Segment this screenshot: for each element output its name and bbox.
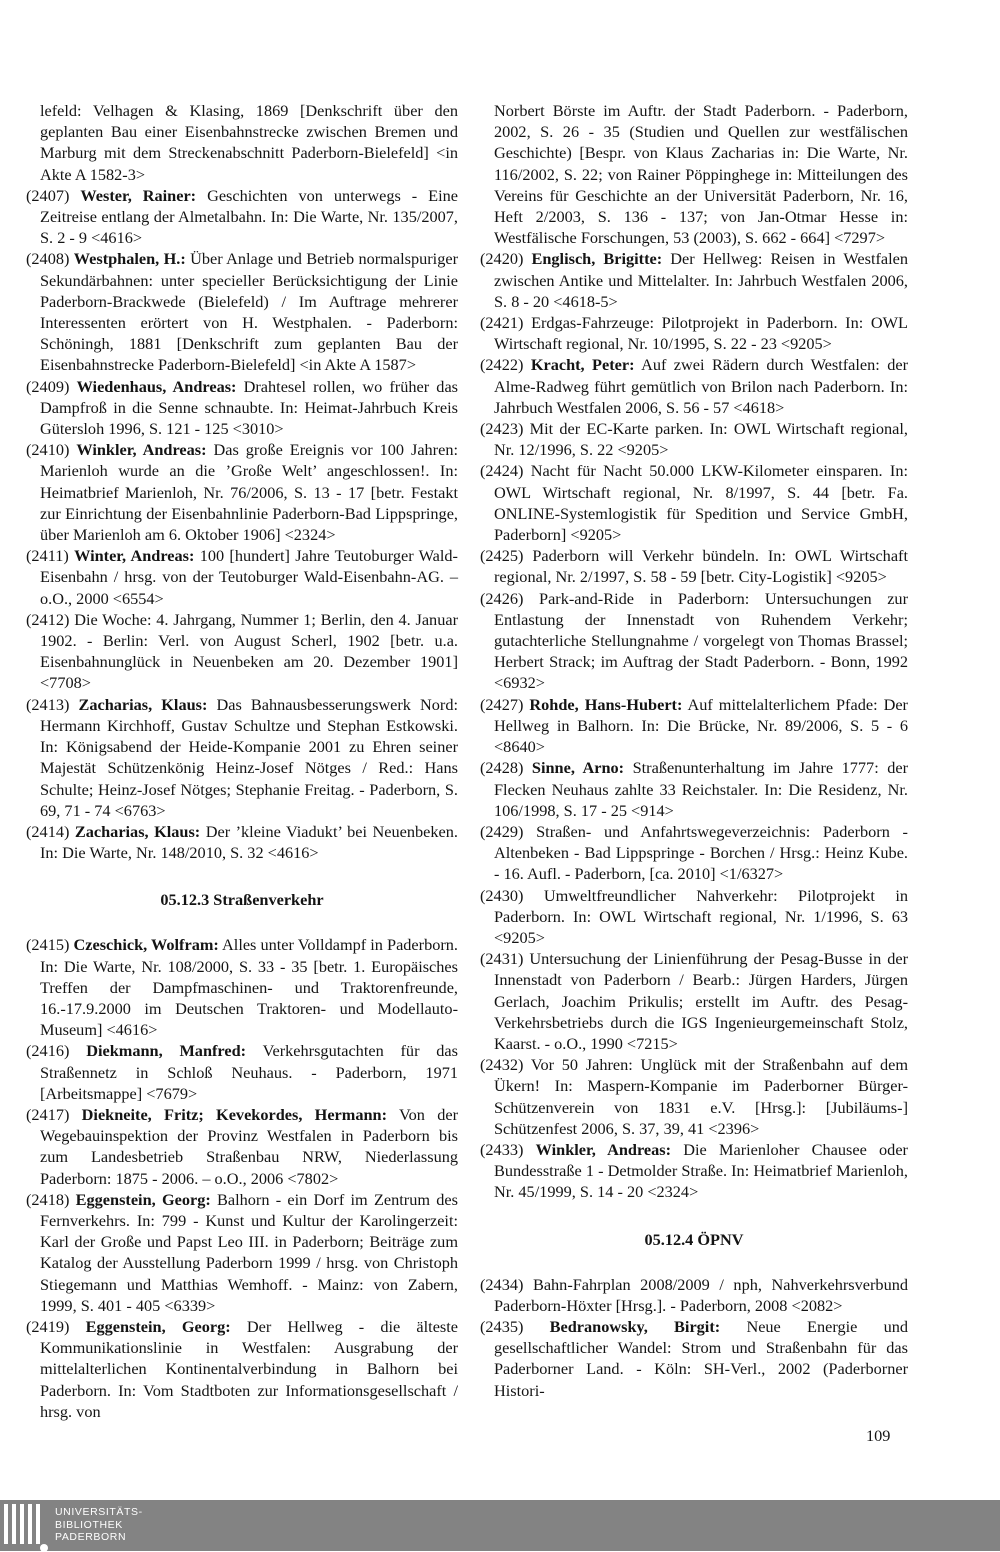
section-heading: 05.12.4 ÖPNV — [644, 1229, 744, 1249]
entry-author: Czeschick, Wolfram: — [73, 935, 219, 955]
entry-author: Bedranowsky, Birgit: — [549, 1316, 721, 1336]
bibliography-entry — [26, 934, 458, 1040]
entry-number: (2420) — [480, 249, 524, 269]
bibliography-entry — [26, 694, 458, 821]
entry-text: Auf mittelalterlichem Pfade: Der Hellweg in Balhorn. In: Die Brücke, Nr. 89/2006, S. 5 - 6 <8640> — [494, 694, 908, 757]
entry-text: Umweltfreundlicher Nahverkehr: Pilotprojekt in Paderborn. In: OWL Wirtschaft regional, Nr. 1/1996, S. 63 <9205> — [494, 885, 908, 947]
bibliography-entry — [26, 1104, 458, 1189]
entry-text: Erdgas-Fahrzeuge: Pilotprojekt in Paderborn. In: OWL Wirtschaft regional, Nr. 10/1995, S. 22 - 23 <9205> — [494, 313, 908, 354]
bibliography-entry — [26, 609, 458, 694]
entry-text: Mit der EC-Karte parken. In: OWL Wirtschaft regional, Nr. 12/1996, S. 22 <9205> — [494, 419, 908, 460]
entry-number: (2422) — [480, 355, 524, 375]
entry-author: Kracht, Peter: — [530, 355, 635, 375]
logo-line: BIBLIOTHEK — [55, 1518, 123, 1531]
entry-number: (2415) — [26, 935, 70, 955]
entry-author: Wester, Rainer: — [80, 185, 197, 205]
entry-number: (2414) — [26, 821, 70, 841]
entry-author: Winter, Andreas: — [74, 546, 195, 566]
library-logo-icon — [4, 1504, 50, 1548]
entry-text: Norbert Börste im Auftr. der Stadt Paderborn. - Paderborn, 2002, S. 26 - 35 (Studien und Quellen zur westfälischen Geschichte) [Bespr. von Klaus Zacharias in: Die Warte, Nr. 116/2002, S. 22; von Rainer Pöppinghege in: Mitteilungen des Vereins für Geschichte an der Universität Paderborn, Nr. 16, Heft 2/2003, S. 136 - 137; von Jan-Otmar Hesse in: Westfälische Forschungen, 53 (2003), S. 662 - 664] <7297> — [494, 101, 908, 248]
entry-author: Westphalen, H.: — [73, 249, 186, 269]
entry-number: (2431) — [480, 949, 524, 969]
entry-number: (2435) — [480, 1316, 524, 1336]
entry-author: Zacharias, Klaus: — [74, 821, 201, 841]
entry-number: (2408) — [26, 249, 70, 269]
entry-text: lefeld: Velhagen & Klasing, 1869 [Denkschrift über den geplanten Bau einer Eisenbahnstrecke zwischen Bremen und Marburg mit dem Streckenabschnitt Paderborn-Bielefeld] <in Akte A 1582-3> — [40, 101, 458, 184]
entry-text: Über Anlage und Betrieb normalspuriger Sekundärbahnen: unter specieller Berücksichtigung der Linie Paderborn-Brackwede (Bielefeld) / Im Auftrage mehrerer Interessenten erörtert von H. Westphalen. - Paderborn: Schöningh, 1881 [Denkschrift zum geplanten Bau der Eisenbahnstrecke Paderborn-Bielefeld] <in Akte A 1587> — [40, 249, 458, 375]
bibliography-entry — [480, 248, 908, 312]
bibliography-entry — [480, 948, 908, 1054]
entry-number: (2411) — [26, 546, 69, 566]
bibliography-entry — [26, 545, 458, 609]
entry-author: Diekneite, Fritz; Kevekordes, Hermann: — [81, 1104, 388, 1124]
entry-author: Eggenstein, Georg: — [85, 1316, 231, 1336]
entry-number: (2417) — [26, 1104, 70, 1124]
entry-author: Diekmann, Manfred: — [86, 1041, 247, 1061]
entry-text: Die Marienloher Chausee oder Bundesstraße 1 - Detmolder Straße. In: Heimatbrief Marienloh, Nr. 45/1999, S. 14 - 20 <2324> — [494, 1139, 908, 1202]
entry-number: (2419) — [26, 1316, 70, 1336]
entry-number: (2426) — [480, 588, 524, 608]
library-footer-bar — [0, 1500, 1000, 1551]
bibliography-entry — [480, 821, 908, 885]
entry-text: Von der Wegebauinspektion der Provinz Westfalen in Paderborn bis zum Landesbetrieb Straßenbau NRW, Niederlassung Paderborn: 1875 - 2006. – o.O., 2006 <7802> — [40, 1104, 458, 1188]
entry-number: (2424) — [480, 461, 524, 481]
bibliography-entry — [480, 354, 908, 418]
entry-text: Die Woche: 4. Jahrgang, Nummer 1; Berlin, den 4. Januar 1902. - Berlin: Verl. von August Scherl, 1902 [betr. u.a. Eisenbahnunglück in Neuenbeken am 20. Dezember 1901] <7708> — [40, 609, 458, 693]
bibliography-entry — [26, 1189, 458, 1316]
entry-number: (2416) — [26, 1041, 70, 1061]
entry-number: (2430) — [480, 885, 524, 905]
entry-author: Zacharias, Klaus: — [78, 694, 208, 714]
entry-text: Straßenunterhaltung im Jahre 1777: der Flecken Neuhaus zahlte 33 Reichstaler. In: Die Residenz, Nr. 106/1998, S. 17 - 25 <914> — [494, 758, 908, 820]
entry-number: (2434) — [480, 1274, 524, 1294]
entry-author: Rohde, Hans-Hubert: — [529, 694, 683, 714]
entry-text: Das große Ereignis vor 100 Jahren: Marienloh wurde an die ’Große Welt’ angeschlossen!. In: Heimatbrief Marienloh, Nr. 76/2006, S. 13 - 17 [betr. Festakt zur Einrichtung der Eisenbahnlinie Paderborn-Bad Lippspringe, über Marienloh am 6. Oktober 1906] <2324> — [40, 440, 458, 545]
entry-text: Neue Energie und gesellschaftlicher Wandel: Strom und Straßenbahn für das Paderborner Land. - Köln: SH-Verl., 2002 (Paderborner Histori- — [494, 1316, 909, 1400]
bibliography-entry — [480, 1054, 908, 1139]
section-heading: 05.12.3 Straßenverkehr — [160, 890, 324, 910]
entry-text: 100 [hundert] Jahre Teutoburger Wald-Eisenbahn / hrsg. von der Teutoburger Wald-Eisenbahn-AG. – o.O., 2000 <6554> — [40, 546, 458, 608]
bibliography-entry — [480, 1274, 908, 1316]
bibliography-entry — [480, 694, 908, 758]
bibliography-entry — [26, 248, 458, 375]
bibliography-entry — [480, 460, 908, 545]
entry-text: Drahtesel rollen, wo früher das Dampfroß in die Senne schnaubte. In: Heimat-Jahrbuch Kreis Gütersloh 1996, S. 121 - 125 <3010> — [40, 376, 459, 439]
entry-number: (2407) — [26, 185, 70, 205]
entry-author: Winkler, Andreas: — [535, 1139, 672, 1159]
entry-text: Verkehrsgutachten für das Straßennetz in Schloß Neuhaus. - Paderborn, 1971 [Arbeitsmappe] <7679> — [40, 1041, 458, 1103]
page-number: 109 — [866, 1426, 891, 1445]
entry-number: (2433) — [480, 1139, 524, 1159]
entry-text: Auf zwei Rädern durch Westfalen: der Alme-Radweg führt gemütlich von Brilon nach Paderborn. In: Jahrbuch Westfalen 2006, S. 56 - 57 <4618> — [494, 355, 909, 417]
entry-author: Eggenstein, Georg: — [75, 1189, 211, 1209]
bibliography-entry — [480, 757, 908, 821]
entry-number: (2413) — [26, 694, 70, 714]
entry-author: Winkler, Andreas: — [76, 440, 207, 460]
bibliography-entry — [480, 1316, 908, 1401]
bibliography-entry — [480, 1139, 908, 1203]
bibliography-entry — [480, 312, 908, 354]
entry-text: Nacht für Nacht 50.000 LKW-Kilometer einsparen. In: OWL Wirtschaft regional, Nr. 8/1997, S. 44 [betr. Fa. ONLINE-Systemlogistik für Spedition und Service GmbH, Paderborn] <9205> — [494, 461, 908, 545]
entry-number: (2423) — [480, 419, 524, 439]
entry-number: (2410) — [26, 440, 70, 460]
entry-text: Geschichten von unterwegs - Eine Zeitreise entlang der Almetalbahn. In: Die Warte, Nr. 135/2007, S. 2 - 9 <4616> — [40, 185, 458, 248]
entry-number: (2412) — [26, 609, 70, 629]
entry-number: (2409) — [26, 376, 70, 396]
entry-number: (2425) — [480, 546, 524, 566]
entry-number: (2421) — [480, 313, 524, 333]
bibliography-entry-continuation — [480, 100, 908, 248]
entry-number: (2429) — [480, 821, 524, 841]
entry-text: Alles unter Volldampf in Paderborn. In: Die Warte, Nr. 108/2000, S. 33 - 35 [betr. 1. Europäisches Treffen der Dampfmaschinen- und Traktorenfreunde, 16.-17.9.2000 im Deutschen Traktoren- und Modellauto-Museum] <4616> — [40, 935, 458, 1040]
bibliography-entry — [26, 1316, 458, 1422]
entry-number: (2418) — [26, 1189, 70, 1209]
library-logo-text — [55, 1506, 143, 1544]
left-column — [26, 100, 458, 1422]
entry-text: Der Hellweg: Reisen in Westfalen zwischen Antike und Mittelalter. In: Jahrbuch Westfalen 2006, S. 8 - 20 <4618-5> — [494, 249, 909, 311]
bibliography-entry — [480, 545, 908, 587]
bibliography-entry — [480, 588, 908, 694]
entry-text: Der Hellweg - die älteste Kommunikationslinie in Westfalen: Ausgrabung der mittelalterlichen Kontinentalverbindung in Balhorn bei Paderborn. In: Vom Stadtboten zur Informationsgesellschaft / hrsg. von — [40, 1316, 459, 1421]
entry-author: Englisch, Brigitte: — [531, 249, 663, 269]
entry-number: (2427) — [480, 694, 524, 714]
bibliography-entry — [480, 885, 908, 949]
entry-text: Das Bahnausbesserungswerk Nord: Hermann Kirchhoff, Gustav Schultze und Stephan Estkowski. In: Königsabend der Heide-Kompanie 2001 zu Ehren seiner Majestät Schützenkönig Heinz-Josef Nötges / Red.: Hans Schulte; Heinz-Josef Nötges; Stephanie Freitag. - Paderborn, S. 69, 71 - 74 <6763> — [40, 694, 459, 820]
entry-author: Sinne, Arno: — [531, 758, 625, 778]
bibliography-entry — [480, 418, 908, 460]
entry-author: Wiedenhaus, Andreas: — [76, 376, 237, 396]
entry-text: Untersuchung der Linienführung der Pesag-Busse in der Innenstadt von Paderborn / Bearb.: Jürgen Harders, Jürgen Gerlach, Joachim Prikulis; erstellt im Auftr. des Pesag-Verkehrsbetriebs durch die IGS Ingenieurgemeinschaft Stolz, Kaarst. - o.O., 1990 <7215> — [494, 949, 908, 1053]
bibliography-entry — [26, 185, 458, 249]
entry-text: Der ’kleine Viadukt’ bei Neuenbeken. In: Die Warte, Nr. 148/2010, S. 32 <4616> — [40, 821, 458, 863]
entry-number: (2428) — [480, 758, 524, 778]
right-column — [480, 100, 908, 1401]
logo-line: PADERBORN — [55, 1531, 127, 1543]
entry-text: Bahn-Fahrplan 2008/2009 / nph, Nahverkehrsverbund Paderborn-Höxter [Hrsg.]. - Paderborn, 2008 <2082> — [494, 1274, 908, 1315]
entry-number: (2432) — [480, 1055, 524, 1075]
logo-line: UNIVERSITÄTS- — [55, 1506, 143, 1518]
entry-text: Balhorn - ein Dorf im Zentrum des Fernverkehrs. In: 799 - Kunst und Kultur der Karolingerzeit: Karl der Große und Papst Leo III. in Paderborn; Beiträge zum Katalog der Ausstellung Paderborn 1999 / hrsg. von Christoph Stiegemann und Matthias Wemhoff. - Mainz: von Zabern, 1999, S. 401 - 405 <6339> — [40, 1189, 458, 1315]
entry-text: Paderborn will Verkehr bündeln. In: OWL Wirtschaft regional, Nr. 2/1997, S. 58 - 59 [betr. City-Logistik] <9205> — [494, 546, 908, 587]
entry-text: Park-and-Ride in Paderborn: Untersuchungen zur Entlastung der Innenstadt von Ruhendem Verkehr; gutachterliche Stellungnahme / vorgelegt von Thomas Brassel; Herbert Strack; im Auftrag der Stadt Paderborn. - Bonn, 1992 <6932> — [494, 588, 908, 693]
entry-text: Vor 50 Jahren: Unglück mit der Straßenbahn auf dem Ükern! In: Maspern-Kompanie im Paderborner Bürger-Schützenverein von 1831 e.V. [Hrsg.]: [Jubiläums-] Schützenfest 2006, S. 37, 39, 41 <2396> — [494, 1055, 908, 1138]
bibliography-entry-continuation — [26, 100, 458, 185]
bibliography-entry — [26, 376, 458, 440]
bibliography-entry — [26, 1040, 458, 1104]
entry-text: Straßen- und Anfahrtswegeverzeichnis: Paderborn - Altenbeken - Bad Lippspringe - Borchen / Hrsg.: Heinz Kube. - 16. Aufl. - Paderborn, [ca. 2010] <1/6327> — [494, 821, 908, 884]
bibliography-entry — [26, 821, 458, 863]
bibliography-entry — [26, 439, 458, 545]
